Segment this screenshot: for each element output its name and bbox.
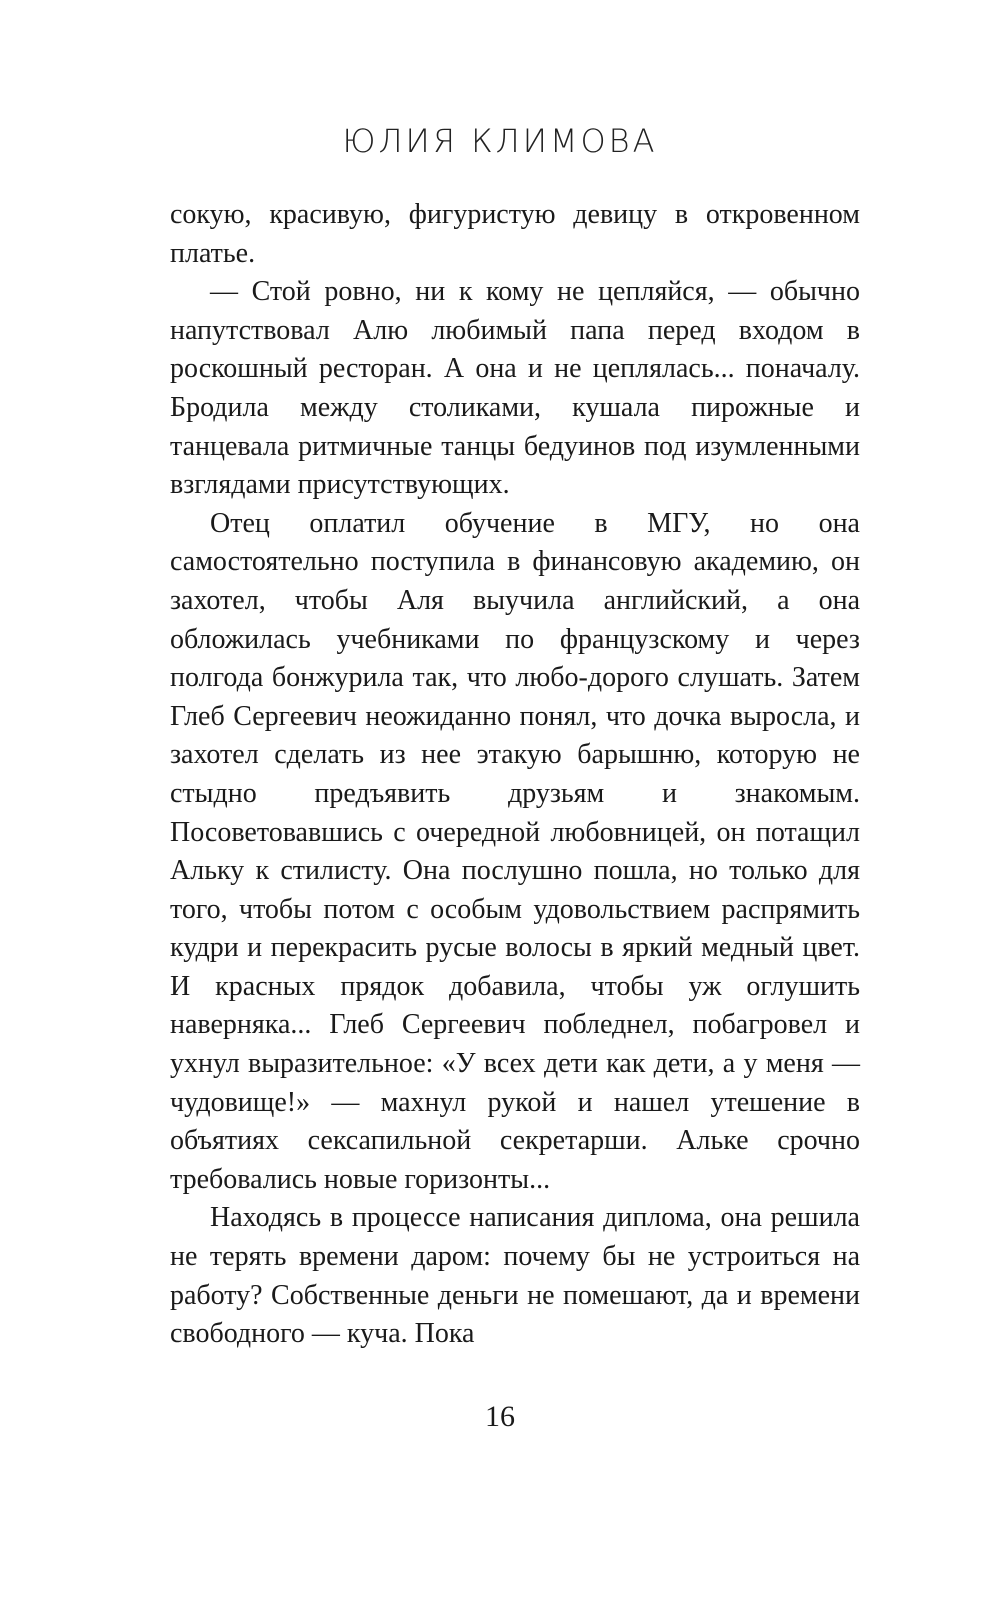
- running-header-author: ЮЛИЯ КЛИМОВА: [342, 122, 658, 160]
- page-number: 16: [485, 1400, 515, 1433]
- paragraph-father: Отец оплатил обучение в МГУ, но она самостоятельно поступила в финансовую академию, он захотел, чтобы Аля выучила английский, а она обложилась учебниками по французскому и через полгода бонжурила так, что любо-дорого слушать. Затем Глеб Сергеевич неожиданно понял, что дочка выросла, и захотел сделать из нее этакую барышню, которую не стыдно предъявить друзьям и знакомым. Посоветовавшись с очередной любовницей, он потащил Альку к стилисту. Она послушно пошла, но только для того, чтобы потом с особым удовольствием распрямить кудри и перекрасить русые волосы в яркий медный цвет. И красных прядок добавила, чтобы уж оглушить наверняка... Глеб Сергеевич побледнел, побагровел и ухнул выразительное: «У всех дети как дети, а у меня — чудовище!» — махнул рукой и нашел утешение в объятиях сексапильной секретарши. Альке срочно требовались новые горизонты...: [170, 507, 860, 1195]
- paragraph-diploma: Находясь в процессе написания диплома, она решила не терять времени даром: почему бы не устроиться на работу? Собственные деньги не помешают, да и времени свободного — куча. Пока: [170, 1202, 860, 1350]
- paragraph-continuation: сокую, красивую, фигуристую девицу в откровенном платье.: [170, 199, 860, 269]
- paragraph-dialogue: — Стой ровно, ни к кому не цепляйся, — обычно напутствовал Алю любимый папа перед входом в роскошный ресторан. А она и не цеплялась... поначалу. Бродила между столиками, кушала пирожные и танцевала ритмичные танцы бедуинов под изумленными взглядами присутствующих.: [170, 276, 860, 501]
- body-text: [170, 196, 860, 1354]
